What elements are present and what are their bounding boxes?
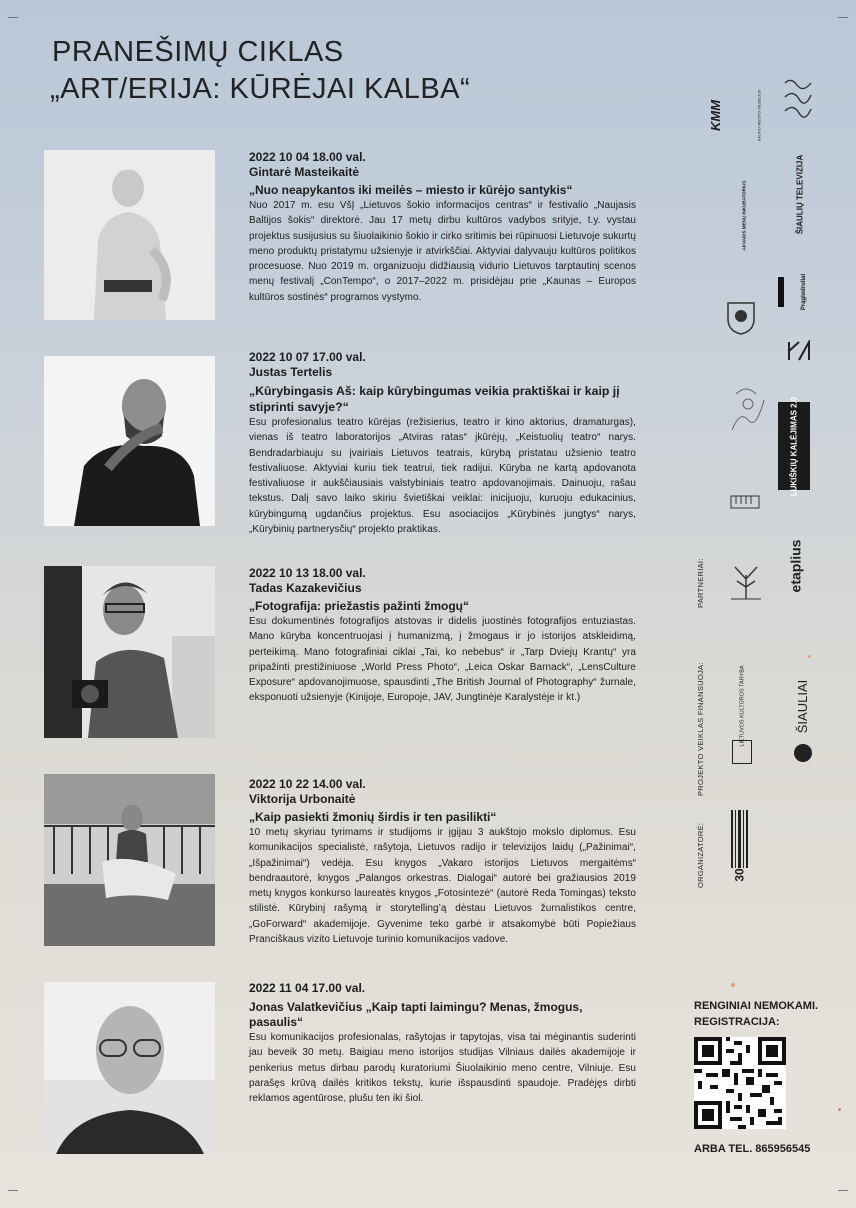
speaker-entry bbox=[249, 981, 636, 1106]
kmm-logo: KMM KAUNO MIESTO MUZIEJUS bbox=[707, 89, 762, 141]
speaker-bio: Esu komunikacijos profesionalas, rašytojas ir tapytojas, visa tai mėginantis suderinti jau beveik 30 metų. Baigiau meno istorijos studijas Vilniaus dailės akademijoje ir penkerius metus dirbau parodų kuratoriumi Šiuolaikinio meno centre, Vilniuje. Esu parašęs krūvą dailės kritikos tekstų, kurie išspausdinti spaudoje. Pradėjęs dirbti reklamos agentūrose, plušu ten iki šiol. bbox=[249, 1032, 636, 1105]
shield-icon bbox=[726, 301, 756, 335]
qr-code-icon bbox=[694, 1037, 786, 1129]
portrait-image bbox=[44, 150, 215, 320]
speaker-photo bbox=[44, 774, 215, 946]
speaker-entry bbox=[249, 350, 636, 537]
floral-icon bbox=[726, 380, 770, 438]
qr-code[interactable] bbox=[694, 1037, 786, 1129]
portrait-image bbox=[44, 356, 215, 526]
coat-of-arms-logo bbox=[724, 300, 758, 336]
title-line-2: „ART/ERIJA: KŪRĖJAI KALBA“ bbox=[50, 73, 471, 105]
funders-label: PROJEKTO VEIKLAS FINANSUOJA: bbox=[696, 662, 705, 796]
portrait-image bbox=[44, 982, 215, 1154]
lukiskiu-logo: LUKIŠKIŲ KALĖJIMAS 2.0 bbox=[778, 402, 810, 490]
speaker-name: Justas Tertelis bbox=[249, 365, 333, 379]
registration-info bbox=[694, 998, 824, 1030]
poster-title bbox=[50, 36, 470, 106]
speaker-photo bbox=[44, 150, 215, 320]
talk-title: „Kūrybingasis Aš: kaip kūrybingumas veikia praktiškai ir kaip jį stiprinti savyje?“ bbox=[249, 384, 620, 414]
siauliai-logo: ŠIAULIAI bbox=[795, 679, 811, 733]
speaker-bio: Esu profesionalus teatro kūrėjas (režisierius, teatro ir kino aktorius, dramaturgas), vienas iš teatro laboratorijos „Atviras ratas“ įkūrėjų, „Keistuolių teatro“ narys. Bendradarbiauju su įvairiais Lietuvos teatrais, kūrybą pristatau užsienio teatro festivaliuose. Aktyviai kuriu tiek teatrui, tiek radijui. Kūryba ne kartą apdovanota festivaliuose ir aukščiausiais valstybiniais teatro apdovanojimais. Dainuoju, rašau tekstus. Dalį savo laiko skiriu švietiškai veiklai: inicijuoju, kuruoju edukacinius, kūrybingumą ugdančius projektus. Esu asociacijos „Kūrybinės jungtys“ narys, „Kūrybinių partnerysčių“ projekto praktikas. bbox=[249, 417, 636, 536]
tree-logo bbox=[726, 556, 766, 602]
speaker-name: Tadas Kazakevičius bbox=[249, 581, 362, 595]
speaker-name: Jonas Valatkevičius bbox=[249, 1000, 363, 1014]
speaker-bio: Nuo 2017 m. esu VšĮ „Lietuvos šokio informacijos centras“ ir festivalio „Naujasis Baltijos šokis“ direktorė. Jau 17 metų dirbu kultūros vadybos srityje, t.y. vystau projektus susijusius su šiuolaikinio šokio ir cirko sritimis bei rūpinuosi Lietuvoje sukurtų meno produktų pristatymu užsienyje ir atvirkščiai. Aktyviai dalyvauju kultūros politikos procesuose. Nuo 2019 m. organizuoju didžiausią vidurio Lietuvos tarptautinį scenos menų festivalį „ConTempo“, o 2017–2022 m. prisidėjau prie „Kaunas – Europos kultūros sostinės“ programos vystymo. bbox=[249, 200, 636, 303]
speaker-name: Viktorija Urbonaitė bbox=[249, 792, 356, 806]
piano-logo bbox=[728, 490, 762, 512]
speaker-entry bbox=[249, 150, 636, 305]
organizer-label: ORGANIZATORĖ: bbox=[696, 822, 705, 888]
etaplius-logo: etaplius bbox=[787, 539, 803, 593]
talk-title: „Fotografija: priežastis pažinti žmogų“ bbox=[249, 599, 470, 613]
siauliai-emblem-icon bbox=[794, 744, 812, 762]
crop-mark bbox=[8, 1190, 18, 1200]
illustrated-logo bbox=[724, 378, 772, 440]
siauliu-tv-logo: ŠIAULIŲ TELEVIZIJA bbox=[795, 154, 805, 234]
barcode-icon bbox=[729, 810, 751, 868]
event-date: 2022 10 13 18.00 val. bbox=[249, 566, 366, 580]
speaker-entry bbox=[249, 777, 636, 947]
crop-mark bbox=[838, 1190, 848, 1200]
talk-heading bbox=[249, 1000, 636, 1030]
crop-mark bbox=[8, 8, 18, 18]
decorative-dot bbox=[808, 655, 811, 658]
speaker-photo bbox=[44, 356, 215, 526]
ltk-logo: LIETUVOS KULTŪROS TARYBA bbox=[740, 665, 747, 747]
speaker-name: Gintarė Masteikaitė bbox=[249, 165, 360, 179]
registration-label: REGISTRACIJA: bbox=[694, 1016, 780, 1028]
script-logo-icon bbox=[781, 77, 815, 125]
tree-icon bbox=[727, 557, 765, 601]
crop-mark bbox=[838, 8, 848, 18]
speaker-photo bbox=[44, 566, 215, 738]
script-logo bbox=[778, 74, 818, 128]
title-line-1: PRANEŠIMŲ CIKLAS bbox=[52, 36, 344, 68]
decorative-dot bbox=[838, 1108, 841, 1111]
free-events-text: RENGINIAI NEMOKAMI. bbox=[694, 1000, 819, 1012]
pragiedruliai-logo: Prągiedruliai bbox=[778, 272, 822, 312]
partners-label: PARTNERIAI: bbox=[696, 558, 705, 608]
talk-title: „Kaip pasiekti žmonių širdis ir ten pasilikti“ bbox=[249, 810, 497, 824]
decorative-dot bbox=[731, 983, 735, 987]
talk-title: „Nuo neapykantos iki meilės – miesto ir kūrėjo santykis“ bbox=[249, 183, 573, 197]
pragiedruliai-mark bbox=[778, 277, 784, 307]
monogram-logo bbox=[786, 340, 812, 362]
event-date: 2022 10 22 14.00 val. bbox=[249, 777, 366, 791]
event-date: 2022 10 04 18.00 val. bbox=[249, 150, 366, 164]
talk-title: „Kaip tapti laimingu? Menas, žmogus, pasaulis“ bbox=[249, 1000, 583, 1029]
monogram-icon bbox=[787, 340, 811, 362]
event-date: 2022 11 04 17.00 val. bbox=[249, 981, 366, 995]
phone-number: ARBA TEL. 865956545 bbox=[694, 1143, 811, 1155]
speaker-bio: 10 metų skyriau tyrimams ir studijoms ir įgijau 3 aukštojo mokslo diplomus. Esu komunikacijos specialistė, rašytoja, Lietuvos radijo ir televizijos laidų („Pažinimai“, „Išpažinimai“) vedėja. Esu knygos „Vakaro istorijos Lietuvos mergaitėms“ bendraautorė, knygos „Palangos orkestras. Dialogai“ autorė bei gražiausios 2019 metų knygos konkurso laureatės knygos „Fotosintezė“ (autorė Reda Tomingas) teksto stilistė. Kūrybinį rašymą ir storytelling’ą dėstau Lietuvos žurnalistikos centre, „GoForward“ akademijoje. Gyvenime teko garbė ir atsakomybė būti Popiežiaus Pranciškaus vizito Lietuvoje turinio komunikacijos vadove. bbox=[249, 827, 636, 946]
ltk-k-icon bbox=[732, 740, 752, 764]
speaker-photo bbox=[44, 982, 215, 1154]
speaker-bio: Esu dokumentinės fotografijos atstovas ir didelis juostinės fotografijos entuziastas. Mano kūryba koncentruojasi į humanizmą, į žmogaus ir jo istorijos atskleidimą, perteikimą. Mano fotografiniai ciklai „Tai, ko nebebus“ ir „Tarp Dviejų Krantų“ yra pripažinti prestižiniuose „World Press Photo“, „Leica Oskar Barnack“, „LensCulture Exposure“ apdovanojimuose, spausdinti „The British Journal of Photography“ žurnale, eksponuoti užsienyje (Kinijoje, Europoje, JAV, Jungtinėje Karalystėje ir kt.) bbox=[249, 616, 636, 704]
portrait-image bbox=[44, 774, 215, 946]
piano-icon bbox=[730, 492, 760, 510]
organizer-logo: 30 bbox=[728, 806, 752, 886]
event-date: 2022 10 07 17.00 val. bbox=[249, 350, 366, 364]
portrait-image bbox=[44, 566, 215, 738]
inkubatorius-logo: AKVADIS MENŲ INKUBATORIUS bbox=[741, 180, 747, 250]
speaker-entry bbox=[249, 566, 636, 706]
